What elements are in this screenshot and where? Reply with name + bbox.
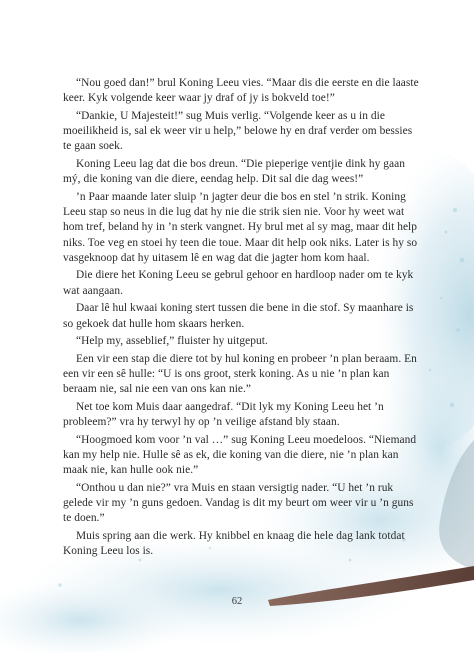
paragraph: “Help my, asseblief,” fluister hy uitgeput. — [76, 335, 268, 348]
paragraph: “Hoogmoed kom voor ’n val …” sug Koning Leeu moedeloos. “Niemand kan my help nie. Hulle sê as ek, die koning van die diere, nie ’n plan kan maak nie, kan hulle ook nie.” — [63, 433, 417, 477]
story-text — [63, 76, 419, 562]
paragraph: Muis spring aan die werk. Hy knibbel en knaag die hele dag lank totdat Koning Leeu los is. — [63, 530, 405, 558]
paragraph: ’n Paar maande later sluip ’n jagter deur die bos en stel ’n strik. Koning Leeu stap so neus in die lug dat hy nie die strik sien nie. Voor hy weet wat hom tref, beland hy in ’n sterk vangnet. Hy brul met al sy mag, maar dit help niks. Toe veg en stoei hy teen die toue. Maar dit help ook niks. Later is hy so vasgeknoop dat hy uitasem lê en wag dat die jagter hom kom haal. — [63, 190, 418, 264]
paragraph: Daar lê hul kwaai koning stert tussen die bene in die stof. Sy maanhare is so gekoek dat hulle hom skaars herken. — [63, 302, 414, 330]
paragraph: “Dankie, U Majesteit!” sug Muis verlig. “Volgende keer as u in die moeilikheid is, sal ek weer vir u help,” belowe hy en draf verder om bessies te gaan soek. — [63, 109, 413, 153]
paragraph: Een vir een stap die diere tot by hul koning en probeer ’n plan beraam. En een vir een sê hulle: “U is ons groot, sterk koning. As u nie ’n plan kan beraam nie, sal nie een van ons kan nie.” — [63, 352, 417, 396]
page-number: 62 — [231, 596, 243, 607]
paragraph: “Onthou u dan nie?” vra Muis en staan versigtig nader. “U het ’n ruk gelede vir my ’n guns gedoen. Vandag is dit my beurt om weer vir u ’n guns te doen.” — [63, 482, 414, 525]
paragraph: Net toe kom Muis daar aangedraf. “Dit lyk my Koning Leeu het ’n probleem?” vra hy terwyl hy op ’n veilige afstand bly staan. — [63, 401, 384, 429]
paragraph: “Nou goed dan!” brul Koning Leeu vies. “Maar dis die eerste en die laaste keer. Kyk volgende keer waar jy draf of jy is bokveld toe!” — [63, 77, 419, 105]
paragraph: Die diere het Koning Leeu se gebrul gehoor en hardloop nader om te kyk wat aangaan. — [63, 269, 414, 297]
paragraph: Koning Leeu lag dat die bos dreun. “Die pieperige ventjie dink hy gaan mý, die koning van die diere, eendag help. Dit sal die dag wees!” — [63, 158, 405, 186]
